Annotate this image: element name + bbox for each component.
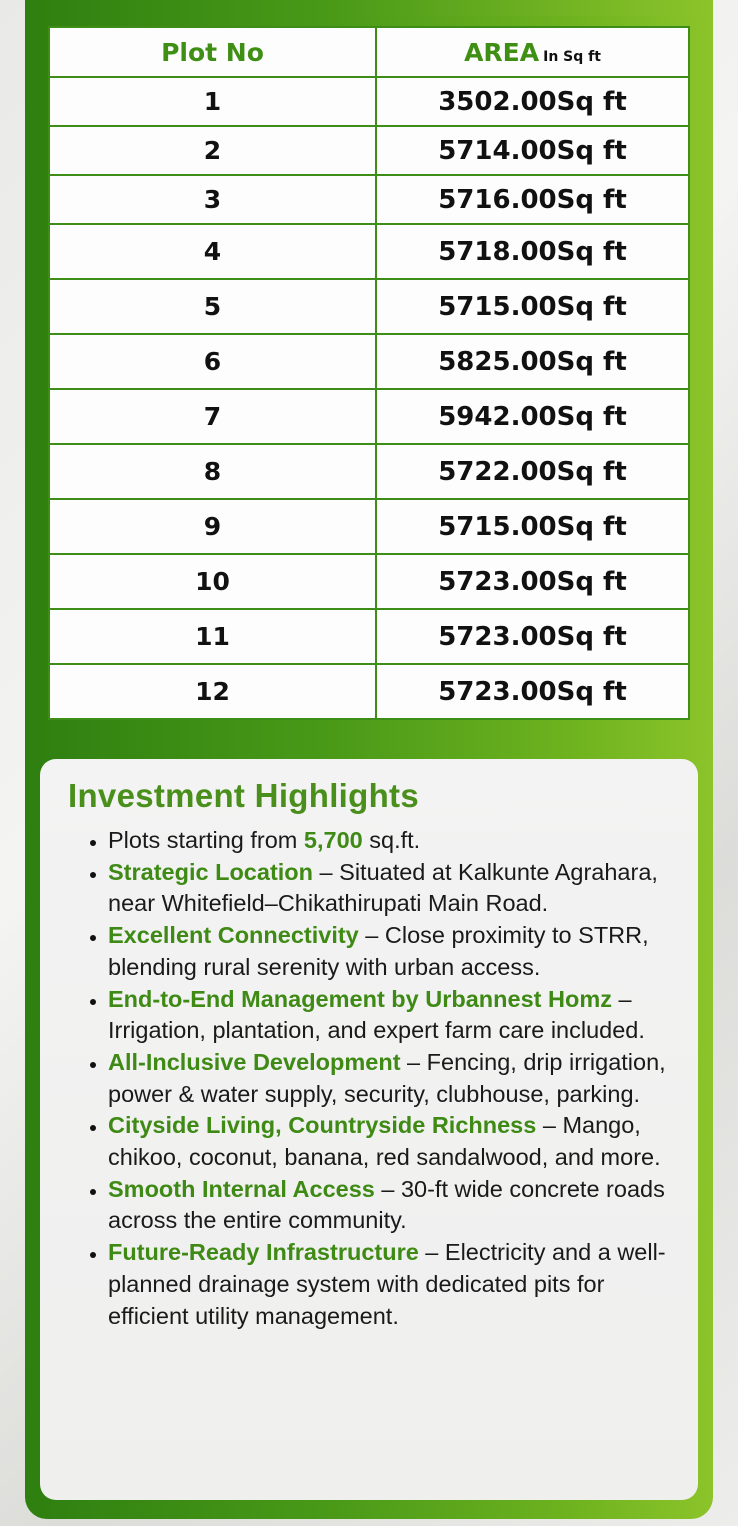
highlight-text: – Situated at Kalkunte Agrahara, near Whitefield–Chikathirupati Main Road. [108, 858, 658, 917]
highlight-keyword: Cityside Living, Countryside Richness [108, 1112, 537, 1139]
plot-number-cell: 5 [49, 279, 376, 334]
highlights-title: Investment Highlights [68, 777, 419, 814]
table-row [49, 77, 689, 126]
highlight-item [108, 984, 678, 1047]
table-row [49, 334, 689, 389]
highlight-text: – 30-ft wide concrete roads across the entire community. [108, 1175, 665, 1234]
plot-area-cell: 5715.00Sq ft [376, 499, 689, 554]
plot-number-cell: 3 [49, 175, 376, 224]
highlight-item [108, 857, 678, 920]
highlight-keyword: Strategic Location [108, 858, 314, 885]
highlight-item [108, 1237, 678, 1332]
table-row [49, 224, 689, 279]
area-unit-label: In Sq ft [543, 48, 601, 65]
table-row [49, 609, 689, 664]
plot-number-cell: 4 [49, 224, 376, 279]
highlight-text: – Close proximity to STRR, blending rural serenity with urban access. [108, 922, 649, 980]
highlight-item [108, 1047, 678, 1110]
table-row [49, 554, 689, 609]
area-header [376, 27, 689, 77]
plot-area-cell: 5718.00Sq ft [376, 224, 689, 279]
highlight-text: – Fencing, drip irrigation, power & water supply, security, clubhouse, parking. [108, 1048, 666, 1107]
area-header-label: AREA [464, 37, 540, 67]
plot-number-cell: 10 [49, 554, 376, 609]
plot-area-cell: 5723.00Sq ft [376, 554, 689, 609]
plot-no-header [49, 27, 376, 77]
highlight-text: – Mango, chikoo, coconut, banana, red sandalwood, and more. [108, 1112, 661, 1171]
table-row [49, 175, 689, 224]
plot-number-cell: 1 [49, 77, 376, 126]
plot-number-cell: 9 [49, 499, 376, 554]
plot-area-cell: 5716.00Sq ft [376, 175, 689, 224]
plot-area-cell: 5714.00Sq ft [376, 126, 689, 175]
highlight-item [108, 825, 678, 857]
highlight-text: – Irrigation, plantation, and expert farm care included. [108, 985, 645, 1044]
plot-area-cell: 5722.00Sq ft [376, 444, 689, 499]
plot-area-cell: 5723.00Sq ft [376, 609, 689, 664]
highlight-keyword: 5,700 [303, 827, 363, 853]
highlight-item [108, 1110, 678, 1173]
plot-number-cell: 8 [49, 444, 376, 499]
table-row [49, 126, 689, 175]
plot-number-cell: 11 [49, 609, 376, 664]
plot-number-cell: 2 [49, 126, 376, 175]
highlight-item [108, 920, 678, 983]
highlights-list [68, 825, 678, 1332]
plot-area-cell: 5723.00Sq ft [376, 664, 689, 719]
table-row [49, 444, 689, 499]
highlight-keyword: Excellent Connectivity [108, 922, 359, 949]
highlight-keyword: All-Inclusive Development [108, 1048, 401, 1075]
plot-number-cell: 12 [49, 664, 376, 719]
table-row [49, 664, 689, 719]
table-header-row [49, 27, 689, 77]
highlight-item [108, 1174, 678, 1237]
plot-number-cell: 7 [49, 389, 376, 444]
highlight-text: Plots starting from [108, 827, 304, 853]
highlight-keyword: Smooth Internal Access [108, 1175, 375, 1202]
table-row [49, 499, 689, 554]
highlight-keyword: Future-Ready Infrastructure [108, 1239, 419, 1266]
plot-area-cell: 5715.00Sq ft [376, 279, 689, 334]
investment-highlights-panel [40, 759, 698, 1500]
highlight-text: sq.ft. [362, 827, 421, 853]
plot-area-table [48, 26, 690, 720]
plot-number-cell: 6 [49, 334, 376, 389]
plot-area-cell: 5942.00Sq ft [376, 389, 689, 444]
highlight-text: – Electricity and a well-planned drainage system with dedicated pits for efficient utility management. [108, 1239, 666, 1329]
plot-area-cell: 5825.00Sq ft [376, 334, 689, 389]
table-row [49, 279, 689, 334]
plot-area-cell: 3502.00Sq ft [376, 77, 689, 126]
highlight-keyword: End-to-End Management by Urbannest Homz [108, 985, 612, 1012]
table-row [49, 389, 689, 444]
plot-no-header-label: Plot No [161, 37, 264, 67]
